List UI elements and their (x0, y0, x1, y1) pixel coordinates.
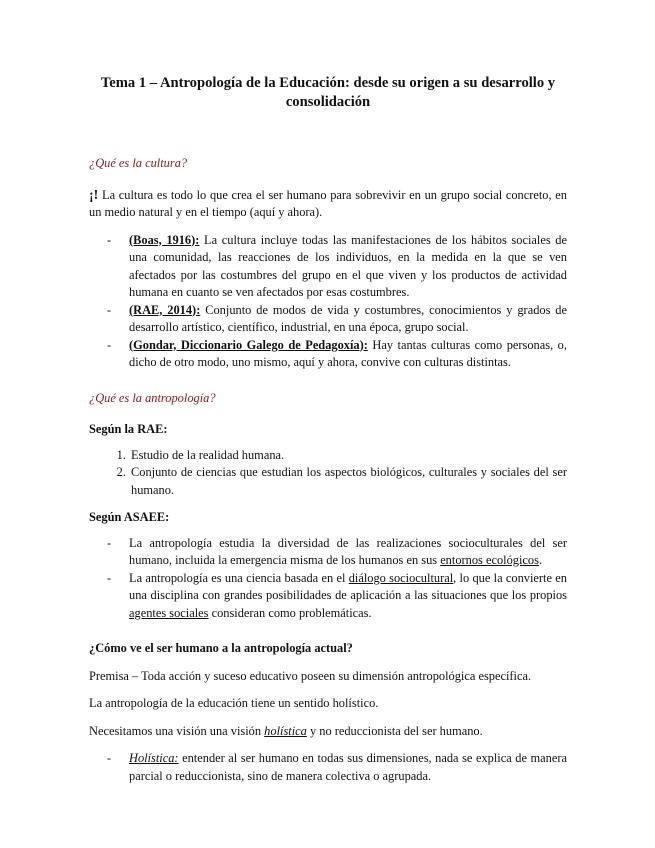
rae-heading: Según la RAE: (89, 422, 168, 436)
section-heading-human-view: ¿Cómo ve el ser humano a la antropología actual? (89, 641, 353, 655)
section-question-culture: ¿Qué es la cultura? (89, 156, 188, 170)
definition-source: (RAE, 2014): (129, 302, 201, 317)
asaee-item-2 (129, 570, 567, 623)
asaee-item-1 (129, 535, 567, 570)
holistic-definition-item (129, 750, 567, 785)
underlined-term: diálogo sociocultural (348, 570, 454, 585)
holistic-paragraph: La antropología de la educación tiene un sentido holístico. (89, 696, 379, 710)
rae-definitions-list (89, 447, 567, 500)
need-paragraph (89, 723, 567, 741)
definition-item-gondar (129, 337, 567, 372)
need-text: y no reduccionista del ser humano. (306, 723, 483, 738)
need-text: Necesitamos una visión una visión (89, 723, 265, 738)
asaee-text: La antropología estudia la diversidad de las realizaciones socioculturales del ser humano, incluida la emergencia misma de los humanos en sus (129, 535, 567, 567)
definition-text: Conjunto de modos de vida y costumbres, conocimientos y grados de desarrollo artístico, científico, industrial, en una época, grupo social. (129, 302, 567, 334)
rae-item: 1. Estudio de la realidad humana. (129, 447, 567, 465)
culture-definitions-list (89, 232, 567, 372)
definition-text: entender al ser humano en todas sus dimensiones, nada se explica de manera parcial o reduccionista, sino de manera colectiva o agrupada. (129, 751, 567, 783)
culture-intro-text: La cultura es todo lo que crea el ser humano para sobrevivir en un grupo social concreto, en un medio natural y en el tiempo (aquí y ahora). (89, 187, 567, 219)
asaee-text: , lo que la convierte en una disciplina con grandes posibilidades de aplicación a las situaciones que los propios (129, 570, 567, 602)
premise-paragraph: Premisa – Toda acción y suceso educativo poseen su dimensión antropológica específica. (89, 668, 532, 683)
definition-item-rae (129, 302, 567, 337)
definition-source: (Gondar, Diccionario Galego de Pedagoxía): (129, 337, 368, 352)
asaee-text: consideran como problemáticas. (208, 605, 372, 620)
asaee-heading: Según ASAEE: (89, 510, 170, 524)
definition-source: (Boas, 1916): (129, 232, 200, 247)
underlined-term: holística (264, 723, 307, 738)
underlined-term: entornos ecológicos (440, 553, 539, 567)
definition-item-boas (129, 232, 567, 302)
asaee-text: . (538, 553, 543, 567)
definition-text: La cultura incluye todas las manifestaciones de los hábitos sociales de una comunidad, las reacciones de los individuos, en la medida en la que se ven afectados por las costumbres del grupo en el que viven y los productos de actividad humana en cuanto se ven afectados por esas costumbres. (129, 232, 567, 299)
underlined-term: agentes sociales (129, 605, 209, 620)
definition-text: Hay tantas culturas como personas, o, dicho de otro modo, uno mismo, aquí y ahora, convive con culturas distintas. (129, 337, 567, 369)
rae-item: 2. Conjunto de ciencias que estudian los aspectos biológicos, culturales y sociales del ser humano. (129, 464, 567, 499)
document-title: Tema 1 – Antropología de la Educación: desde su origen a su desarrollo y consolidación (100, 75, 556, 110)
definition-term: Holística: (129, 751, 179, 765)
section-question-anthropology: ¿Qué es la antropología? (89, 390, 216, 405)
asaee-definitions-list (89, 535, 567, 623)
asaee-text: La antropología es una ciencia basada en el (129, 570, 349, 585)
exclamation-mark: ¡! (89, 187, 99, 203)
holistic-definition-list (89, 750, 567, 785)
culture-intro (89, 187, 567, 222)
